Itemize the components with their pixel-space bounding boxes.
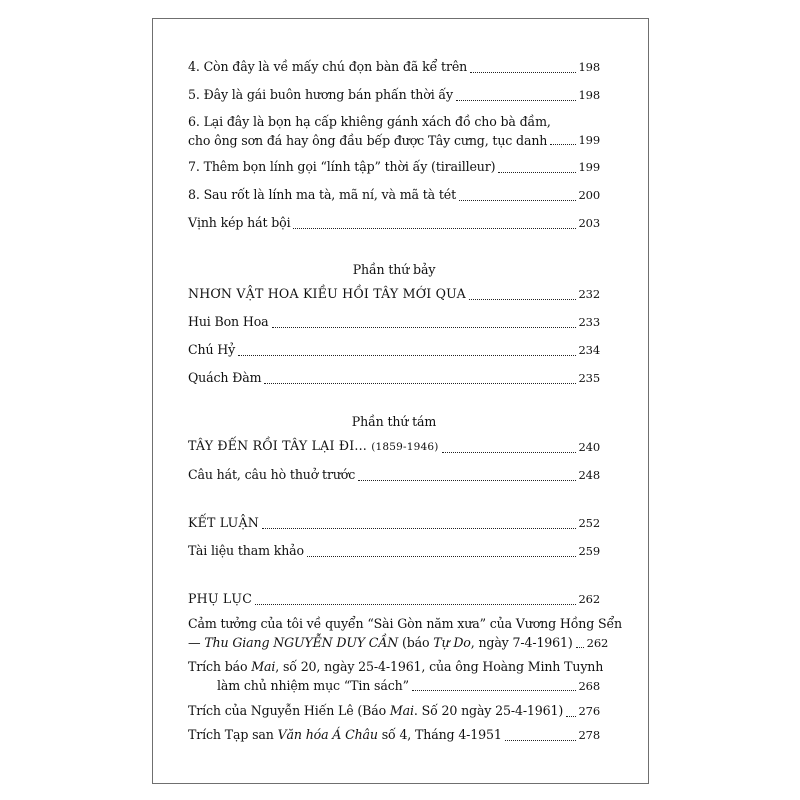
author-name: Thu Giang NGUYỄN DUY CẦN (204, 635, 399, 650)
appendix-item-label (188, 724, 502, 746)
toc-entry-label: 5. Đây là gái buôn hương bán phấn thời ấy (188, 87, 453, 102)
toc-entry-page: 252 (578, 516, 600, 530)
toc-entry-page: 234 (578, 343, 600, 357)
toc-entry-label: 7. Thêm bọn lính gọi “lính tập” thời ấy (tirailleur) (188, 159, 496, 174)
leader-dots (505, 740, 576, 741)
toc-entry-label: Tài liệu tham khảo (188, 543, 304, 558)
leader-dots (456, 100, 576, 101)
text-part: Trích Tạp san (188, 727, 278, 742)
appendix-entry (188, 588, 600, 610)
leader-dots (307, 556, 576, 557)
toc-entry (188, 56, 600, 78)
leader-dots (470, 72, 575, 73)
toc-entry-page: 262 (578, 592, 600, 606)
text-part: Trích báo (188, 659, 252, 674)
toc-entry-page: 198 (578, 60, 600, 74)
toc-entry-page: 233 (578, 315, 600, 329)
toc-entry-page: 262 (586, 636, 609, 650)
newspaper-name: Mai (389, 703, 414, 718)
toc-entry-page: 232 (578, 287, 600, 301)
toc-entry-page: 199 (578, 133, 600, 147)
conclusion-title: KẾT LUẬN (188, 515, 260, 530)
toc-entry-page: 268 (578, 679, 600, 693)
leader-dots (293, 228, 575, 229)
leader-dots (498, 172, 575, 173)
leader-dots (442, 452, 576, 453)
part-title (188, 435, 439, 458)
toc-entry (188, 311, 600, 333)
toc-entry-label: 4. Còn đây là về mấy chú đọn bàn đã kể trên (188, 59, 468, 74)
text-part: số 4, Tháng 4-1951 (377, 727, 502, 742)
toc-entry (188, 339, 600, 361)
toc-entry-page: 248 (578, 468, 600, 482)
toc-entry (188, 212, 600, 234)
toc-entry-label: 8. Sau rốt là lính ma tà, mã ní, và mã tà tét (188, 187, 456, 202)
leader-dots (358, 480, 575, 481)
toc-entry-label: Vịnh kép hát bội (188, 215, 291, 230)
newspaper-name: Mai (251, 659, 276, 674)
toc-entry-label: Hui Bon Hoa (188, 314, 269, 329)
toc-entry (188, 540, 600, 562)
toc-entry-label-line2: cho ông sơn đá hay ông đầu bếp được Tây cưng, tục danh (188, 133, 548, 148)
toc-entry (188, 464, 600, 486)
appendix-item-label (188, 700, 563, 722)
appendix-item-line2: làm chủ nhiệm mục “Tin sách” (217, 678, 409, 693)
toc-entry-label: Câu hát, câu hò thuở trước (188, 467, 356, 482)
toc-entry (188, 184, 600, 206)
appendix-item-2 (188, 657, 604, 696)
toc-entry-page: 240 (578, 440, 600, 454)
toc-entry (188, 156, 600, 178)
conclusion-entry (188, 512, 600, 534)
part-title-entry (188, 435, 600, 458)
toc-entry-page: 278 (578, 728, 600, 742)
toc-entry-page: 198 (578, 88, 600, 102)
part-title: NHƠN VẬT HOA KIỀU HỒI TÂY MỚI QUA (188, 286, 466, 301)
part-heading: Phần thứ tám (351, 414, 437, 429)
leader-dots (550, 144, 575, 145)
text-part: Trích của Nguyễn Hiến Lê (Báo (188, 703, 390, 718)
dash: — (188, 635, 205, 650)
part-title-years: (1859-1946) (371, 441, 439, 453)
leader-dots (255, 604, 575, 605)
leader-dots (576, 647, 584, 648)
appendix-item-line1 (188, 657, 604, 676)
toc-entry-label: Quách Đàm (188, 370, 262, 385)
appendix-item-line1: Cảm tưởng của tôi về quyển “Sài Gòn năm xưa” của Vương Hồng Sển (188, 616, 623, 631)
text-part: . Số 20 ngày 25-4-1961) (413, 703, 564, 718)
appendix-title: PHỤ LỤC (188, 591, 253, 606)
part-title-text: TÂY ĐẾN RỒI TÂY LẠI ĐI... (188, 438, 367, 453)
toc-entry-page: 235 (578, 371, 600, 385)
magazine-name: Văn hóa Á Châu (277, 727, 378, 742)
toc-entry-page: 200 (578, 188, 600, 202)
book-page (152, 18, 649, 784)
leader-dots (264, 383, 575, 384)
leader-dots (238, 355, 575, 356)
table-of-contents (188, 56, 623, 746)
appendix-item-3 (188, 700, 600, 722)
appendix-item-4 (188, 724, 600, 746)
leader-dots (262, 528, 575, 529)
toc-entry-page: 199 (578, 160, 600, 174)
source-name: Tự Do (433, 635, 471, 650)
toc-entry-label: Chú Hỷ (188, 342, 236, 357)
leader-dots (272, 327, 576, 328)
text-part: , số 20, ngày 25-4-1961, của ông Hoàng Minh Tuynh (275, 659, 604, 674)
part-title-entry (188, 283, 600, 305)
toc-entry-page: 276 (578, 704, 600, 718)
part-heading: Phần thứ bảy (352, 262, 436, 277)
appendix-item-1 (188, 614, 623, 653)
appendix-item-line2 (188, 633, 573, 653)
leader-dots (412, 690, 576, 691)
leader-dots (469, 299, 576, 300)
source-close: , ngày 7-4-1961) (470, 635, 573, 650)
toc-entry-page: 203 (578, 216, 600, 230)
leader-dots (566, 716, 575, 717)
toc-entry-label-line1: 6. Lại đây là bọn hạ cấp khiêng gánh xách đồ cho bà đầm, (188, 114, 551, 129)
source-open: (báo (398, 635, 434, 650)
toc-entry-page: 259 (578, 544, 600, 558)
toc-entry-multiline (188, 112, 600, 150)
toc-entry (188, 367, 600, 389)
toc-entry (188, 84, 600, 106)
leader-dots (459, 200, 576, 201)
